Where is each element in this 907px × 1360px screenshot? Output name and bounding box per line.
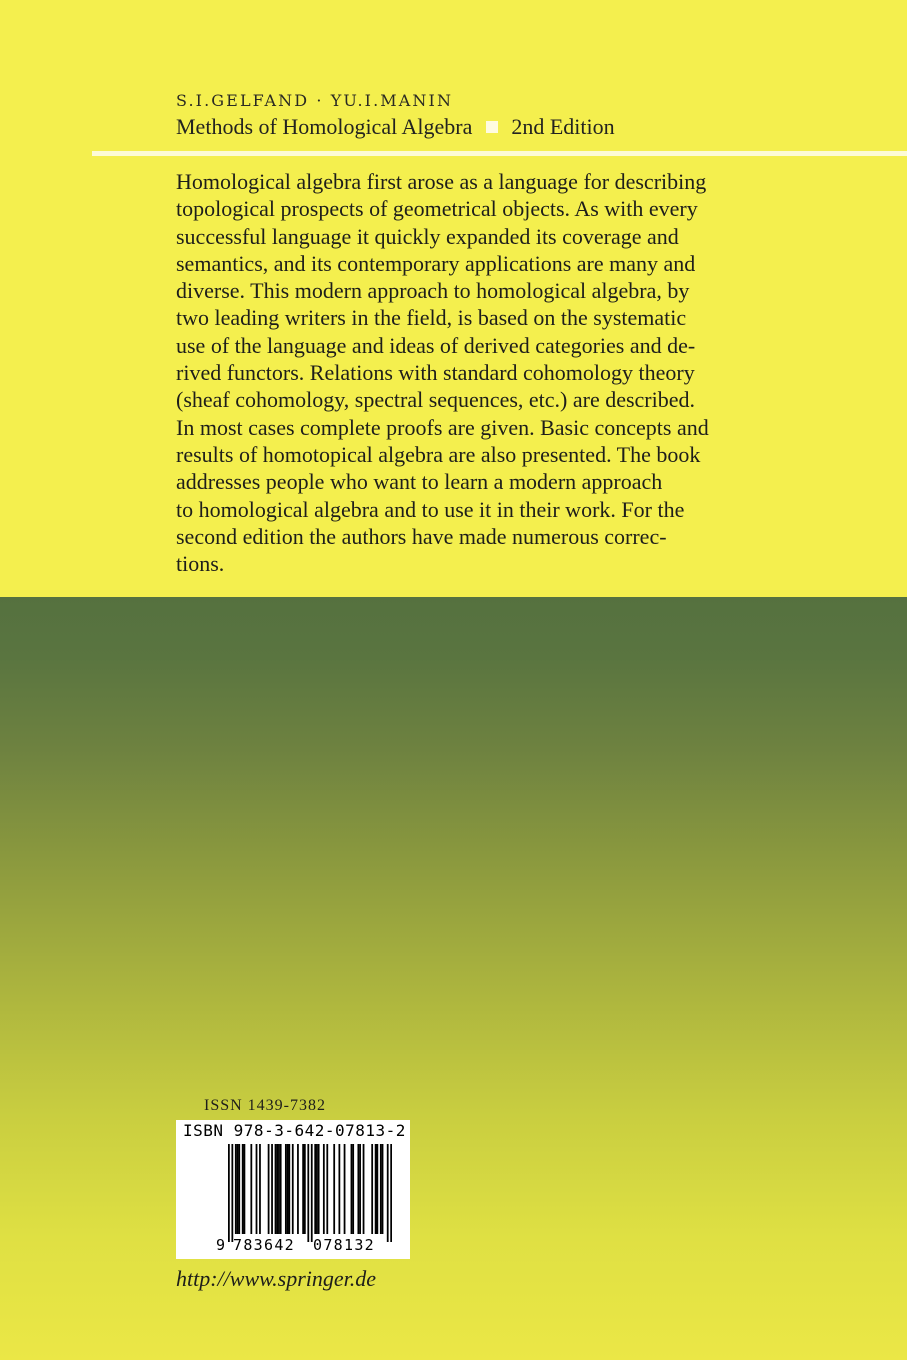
barcode-bar [244,1144,246,1234]
book-title: Methods of Homological Algebra [176,114,473,139]
publisher-url[interactable]: http://www.springer.de [176,1266,377,1291]
barcode-bar [271,1144,273,1234]
header-rule [92,151,907,156]
ean-left-digits: 783642 [233,1236,295,1254]
barcode-bar [287,1144,289,1234]
ean-right-digits: 078132 [313,1236,375,1254]
barcode-bar [318,1144,320,1234]
barcode-bar [316,1144,318,1234]
barcode-bar [288,1144,290,1234]
barcode-bar [344,1144,346,1234]
issn: ISSN 1439-7382 [204,1097,327,1114]
blurb-line: Homological algebra first arose as a language for describing [176,169,707,194]
authors: S.I.GELFAND · YU.I.MANIN [176,91,454,110]
barcode-bar [275,1144,277,1234]
barcode-bar [250,1144,252,1234]
barcode-bar [338,1144,340,1234]
barcode-bar [259,1144,261,1234]
blurb-line: (sheaf cohomology, spectral sequences, etc.) are described. [176,387,696,413]
barcode-bar [268,1144,270,1234]
barcode-bar [307,1144,309,1242]
barcode-bar [304,1144,306,1234]
blurb-line: tions. [176,551,225,577]
barcode-box [176,1120,410,1259]
barcode-bar [357,1144,359,1234]
barcode-bar [280,1144,282,1234]
barcode-bar [311,1144,313,1242]
blurb-line: rived functors. Relations with standard cohomology theory [176,360,695,386]
barcode-bar [297,1144,299,1234]
blurb-line: successful language it quickly expanded its coverage and [176,223,679,249]
barcode-bar [231,1144,233,1242]
barcode-bar [387,1144,389,1242]
square-separator-icon [486,121,498,133]
barcode-bar [314,1144,316,1234]
barcode-bar [390,1144,392,1242]
barcode-bar [375,1144,377,1234]
cover-gradient-panel [0,597,907,1360]
barcode-bar [326,1144,328,1234]
barcode-bar [278,1144,280,1234]
blurb-line: to homological algebra and to use it in their work. For the [176,496,685,522]
barcode-bar [352,1144,354,1234]
blurb-line: addresses people who want to learn a modern approach [176,469,663,495]
barcode-bar [276,1144,278,1234]
barcode-bar [256,1144,258,1234]
barcode-icon [228,1144,392,1242]
barcode-bar [228,1144,230,1242]
blurb-line: use of the language and ideas of derived categories and de- [176,332,696,358]
barcode-bar [351,1144,353,1234]
barcode-bar [363,1144,365,1234]
barcode-bar [292,1144,294,1234]
barcode-bar [238,1144,240,1234]
barcode-bar [371,1144,373,1234]
barcode-bar [323,1144,325,1234]
blurb-line: In most cases complete proofs are given. Basic concepts and [176,414,709,440]
ean-lead-digit: 9 [216,1236,226,1254]
blurb-line: topological prospects of geometrical objects. As with every [176,196,698,222]
barcode-bar [376,1144,378,1234]
blurb-line: diverse. This modern approach to homological algebra, by [176,278,690,304]
blurb-line: semantics, and its contemporary applications are many and [176,250,696,276]
isbn: ISBN 978-3-642-07813-2 [183,1121,406,1140]
barcode-bar [359,1144,361,1234]
blurb [176,168,736,577]
barcode-bar [237,1144,239,1234]
barcode-bar [285,1144,287,1234]
barcode-bar [380,1144,382,1234]
barcode-bar [382,1144,384,1234]
blurb-line: second edition the authors have made numerous correc- [176,523,667,549]
blurb-line: results of homotopical algebra are also presented. The book [176,441,701,467]
barcode-bar [235,1144,237,1234]
edition: 2nd Edition [511,114,615,139]
title-line [176,114,615,140]
blurb-line: two leading writers in the field, is based on the systematic [176,305,687,331]
barcode-bar [333,1144,335,1234]
barcode-bar [302,1144,304,1234]
barcode-bar [242,1144,244,1234]
